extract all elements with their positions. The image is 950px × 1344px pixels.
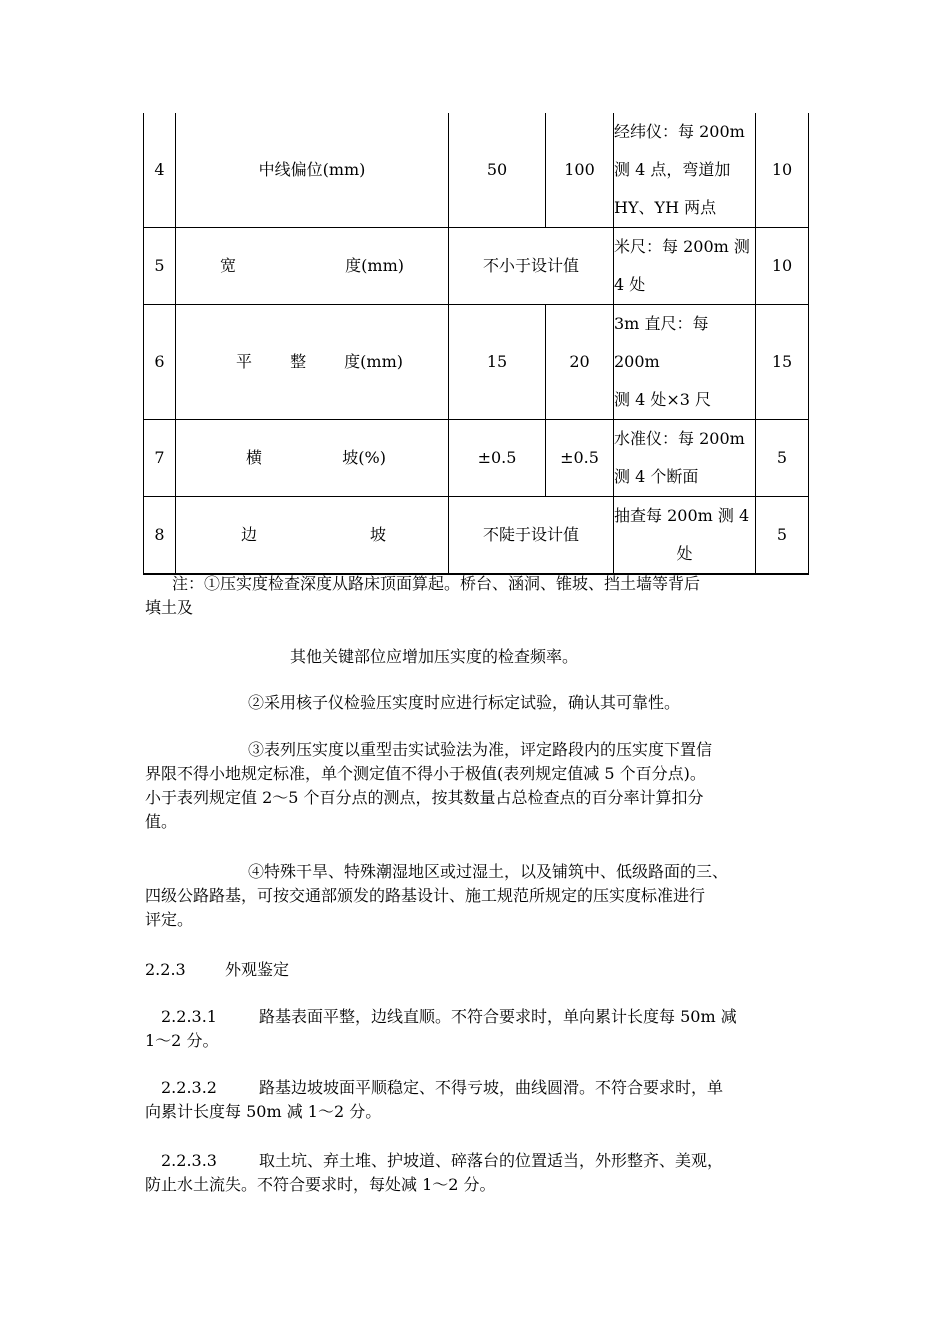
- note-3: [145, 738, 807, 834]
- note-line: 评定。: [145, 910, 194, 929]
- note-line: 其他关键部位应增加压实度的检查频率。: [290, 647, 579, 666]
- table-row: [144, 497, 809, 575]
- check-method: [614, 420, 756, 497]
- weight: 15: [756, 305, 809, 420]
- allowed-value-merged: 不陡于设计值: [449, 497, 614, 575]
- method-line: 处: [676, 544, 693, 563]
- section-number: 2.2.3: [145, 960, 186, 979]
- allowed-value-2: 20: [546, 305, 614, 420]
- table-row: [144, 420, 809, 497]
- note-line: 四级公路路基，可按交通部颁发的路基设计、施工规范所规定的压实度标准进行: [145, 886, 706, 905]
- item-name-part: 整: [290, 352, 307, 371]
- item-name: [176, 420, 449, 497]
- note-line: 填土及: [145, 598, 194, 617]
- check-method: [614, 305, 756, 420]
- weight: 10: [756, 113, 809, 228]
- item-name: 中线偏位(mm): [176, 113, 449, 228]
- subsection-number: 2.2.3.2: [161, 1078, 217, 1097]
- method-line: 水准仪：每 200m: [614, 429, 745, 448]
- row-number: 5: [144, 228, 176, 305]
- note-line: 小于表列规定值 2～5 个百分点的测点，按其数量占总检查点的百分率计算扣分: [145, 788, 704, 807]
- method-line: 经纬仪：每 200m: [614, 122, 745, 141]
- method-line: 抽查每 200m 测 4: [614, 506, 750, 525]
- item-name-part: 平: [236, 352, 253, 371]
- subsection-number: 2.2.3.3: [161, 1151, 217, 1170]
- weight: 5: [756, 420, 809, 497]
- note-line: 界限不得小地规定标准，单个测定值不得小于极值(表列规定值减 5 个百分点)。: [145, 764, 706, 783]
- inspection-table: [143, 113, 809, 575]
- section-heading: [145, 958, 807, 982]
- subsection: [145, 1005, 807, 1053]
- row-number: 7: [144, 420, 176, 497]
- check-method: [614, 497, 756, 575]
- item-name-part: 宽: [220, 256, 237, 275]
- subsection-text: 向累计长度每 50m 减 1～2 分。: [145, 1102, 382, 1121]
- note-line: ④特殊干旱、特殊潮湿地区或过湿土，以及铺筑中、低级路面的三、: [248, 862, 729, 881]
- section-title: 外观鉴定: [225, 960, 290, 979]
- subsection-text: 路基边坡坡面平顺稳定、不得亏坡，曲线圆滑。不符合要求时，单: [259, 1078, 724, 1097]
- allowed-value-2: 100: [546, 113, 614, 228]
- note-2: [145, 691, 807, 715]
- note-line: 值。: [145, 812, 178, 831]
- check-method: [614, 228, 756, 305]
- subsection-text: 路基表面平整，边线直顺。不符合要求时，单向累计长度每 50m 减: [259, 1007, 737, 1026]
- method-line: 测 4 个断面: [614, 467, 699, 486]
- item-name-part: 度(mm): [344, 352, 403, 371]
- note-line: ③表列压实度以重型击实试验法为准，评定路段内的压实度下置信: [248, 740, 713, 759]
- subsection-text: 取土坑、弃土堆、护坡道、碎落台的位置适当，外形整齐、美观，: [259, 1151, 724, 1170]
- method-line: 3m 直尺：每 200m: [614, 314, 709, 371]
- note-line: ②采用核子仪检验压实度时应进行标定试验，确认其可靠性。: [248, 693, 681, 712]
- method-line: 米尺：每 200m 测: [614, 237, 750, 256]
- table-row: [144, 305, 809, 420]
- item-name-part: 横: [246, 448, 263, 467]
- note-1-cont: [145, 645, 807, 669]
- table-row: [144, 113, 809, 228]
- item-name: [176, 228, 449, 305]
- allowed-value-1: 15: [449, 305, 546, 420]
- row-number: 8: [144, 497, 176, 575]
- note-line: 注：①压实度检查深度从路床顶面算起。桥台、涵洞、锥坡、挡土墙等背后: [172, 574, 701, 593]
- weight: 5: [756, 497, 809, 575]
- subsection-text: 1～2 分。: [145, 1031, 219, 1050]
- note-1: [145, 572, 807, 620]
- check-method: [614, 113, 756, 228]
- method-line: 测 4 处×3 尺: [614, 390, 712, 409]
- item-name-part: 坡: [369, 525, 386, 544]
- subsection-number: 2.2.3.1: [161, 1007, 217, 1026]
- row-number: 6: [144, 305, 176, 420]
- note-4: [145, 860, 807, 932]
- weight: 10: [756, 228, 809, 305]
- method-line: 测 4 点，弯道加: [614, 160, 731, 179]
- row-number: 4: [144, 113, 176, 228]
- allowed-value-1: ±0.5: [449, 420, 546, 497]
- allowed-value-1: 50: [449, 113, 546, 228]
- allowed-value-merged: 不小于设计值: [449, 228, 614, 305]
- method-line: HY、YH 两点: [614, 198, 717, 217]
- item-name-part: 度(mm): [345, 256, 404, 275]
- subsection: [145, 1076, 807, 1124]
- item-name: [176, 305, 449, 420]
- allowed-value-2: ±0.5: [546, 420, 614, 497]
- table-row: [144, 228, 809, 305]
- subsection-text: 防止水土流失。不符合要求时，每处减 1～2 分。: [145, 1175, 496, 1194]
- subsection: [145, 1149, 807, 1197]
- item-name: [176, 497, 449, 575]
- item-name-part: 坡(%): [342, 448, 386, 467]
- method-line: 4 处: [614, 275, 646, 294]
- item-name-part: 边: [241, 525, 258, 544]
